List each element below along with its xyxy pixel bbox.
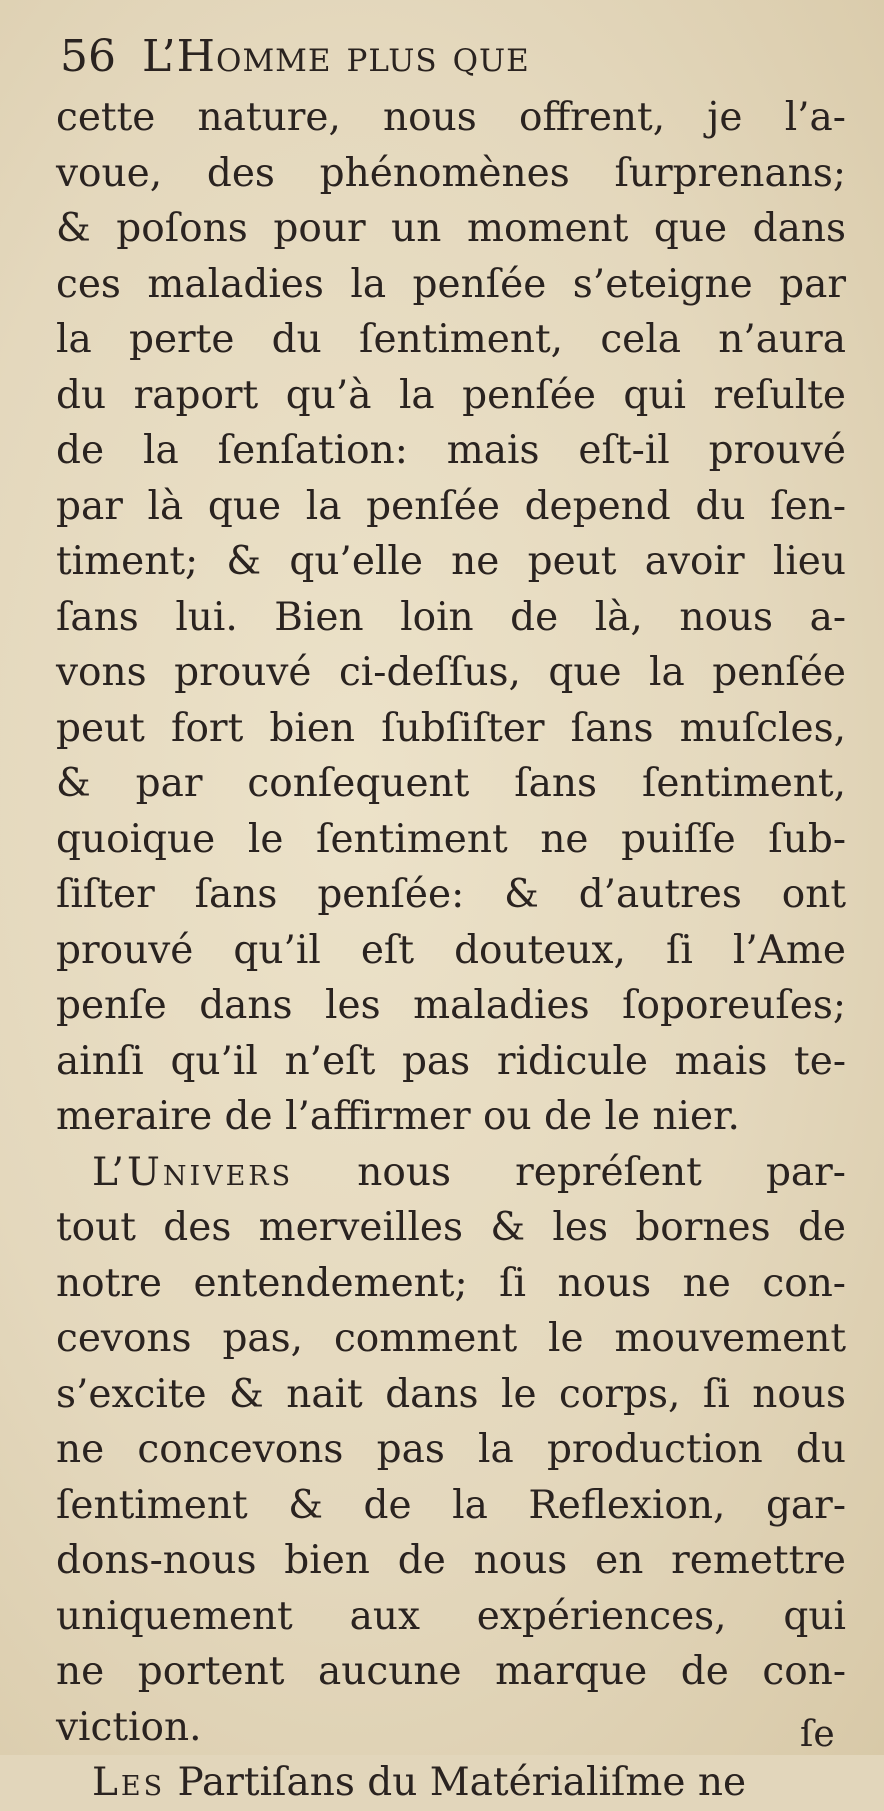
page-number: 56 [60,31,116,82]
line-text: ne portent aucune marque de con- [56,1649,846,1694]
line-text: & poſons pour un moment que dans [56,206,846,251]
line-text: du raport qu’à la penſée qui reſulte [56,372,846,418]
text-line [56,479,846,535]
catchword: ſe [800,1714,835,1755]
text-line [56,978,846,1034]
paragraph-lead-word: L’Univers [92,1149,294,1195]
text-line [56,423,846,479]
text-line [56,1755,846,1811]
text-line [56,534,846,590]
line-text: & par conſequent ſans ſentiment, [56,761,846,806]
line-text: ſentiment & de la Reflexion, gar- [56,1482,846,1528]
text-line [56,90,846,146]
text-line [56,1200,846,1256]
line-text: tout des merveilles & les bornes de [56,1205,846,1250]
text-line [56,1644,846,1700]
line-text: vons prouvé ci-deſſus, que la penſée [56,650,846,695]
paragraph-lead-word: Les [92,1760,166,1805]
text-line [56,1367,846,1423]
text-line [56,146,846,202]
line-text: uniquement aux expériences, qui [56,1593,846,1639]
running-title: L’Homme plus que [142,31,530,82]
line-text: timent; & qu’elle ne peut avoir lieu [56,539,846,584]
line-text: par là que la penſée depend du ſen- [56,483,846,529]
line-text: cevons pas, comment le mouvement [56,1316,846,1361]
line-text: meraire de l’affirmer ou de le nier. [56,1094,740,1139]
text-line [56,812,846,868]
line-text: de la ſenſation: mais eſt-il prouvé [56,428,846,473]
text-line [56,1700,846,1756]
text-line [56,867,846,923]
line-text: ſiſter ſans penſée: & d’autres ont [56,872,846,917]
line-text: notre entendement; ſi nous ne con- [56,1260,846,1306]
text-line [56,1533,846,1589]
running-header [60,22,844,92]
text-line [56,1422,846,1478]
text-line [56,1589,846,1645]
line-text: quoique le ſentiment ne puiſſe ſub- [56,816,846,862]
line-text: ainſi qu’il n’eſt pas ridicule mais te- [56,1038,846,1084]
text-line [56,1311,846,1367]
line-text: dons-nous bien de nous en remettre [56,1538,846,1583]
line-text: viction. [56,1704,202,1750]
text-line [56,923,846,979]
text-line [56,1478,846,1534]
text-line [56,1256,846,1312]
text-line [56,1089,846,1145]
text-line [56,1034,846,1090]
text-line [56,590,846,646]
line-text: nous repréſent par- [293,1149,846,1195]
text-line [56,756,846,812]
text-line [56,1145,846,1201]
line-text: ne concevons pas la production du [56,1427,846,1472]
line-text: ſans lui. Bien loin de là, nous a- [56,594,846,640]
line-text: la perte du ſentiment, cela n’aura [56,317,846,362]
line-text: Partiſans du Matérialiſme ne [165,1760,747,1805]
line-text: s’excite & nait dans le corps, ſi nous [56,1371,846,1417]
text-line [56,257,846,313]
text-line [56,312,846,368]
text-line [56,201,846,257]
text-line [56,368,846,424]
line-text: voue, des phénomènes ſurprenans; [56,150,846,196]
text-line [56,645,846,701]
line-text: ces maladies la penſée s’eteigne par [56,261,846,307]
line-text: penſe dans les maladies ſoporeuſes; [56,983,846,1028]
text-line [56,701,846,757]
line-text: peut fort bien ſubſiſter ſans muſcles, [56,705,846,751]
body-text [56,90,846,1811]
line-text: prouvé qu’il eſt douteux, ſi l’Ame [56,927,846,973]
line-text: cette nature, nous offrent, je l’a- [56,95,846,140]
